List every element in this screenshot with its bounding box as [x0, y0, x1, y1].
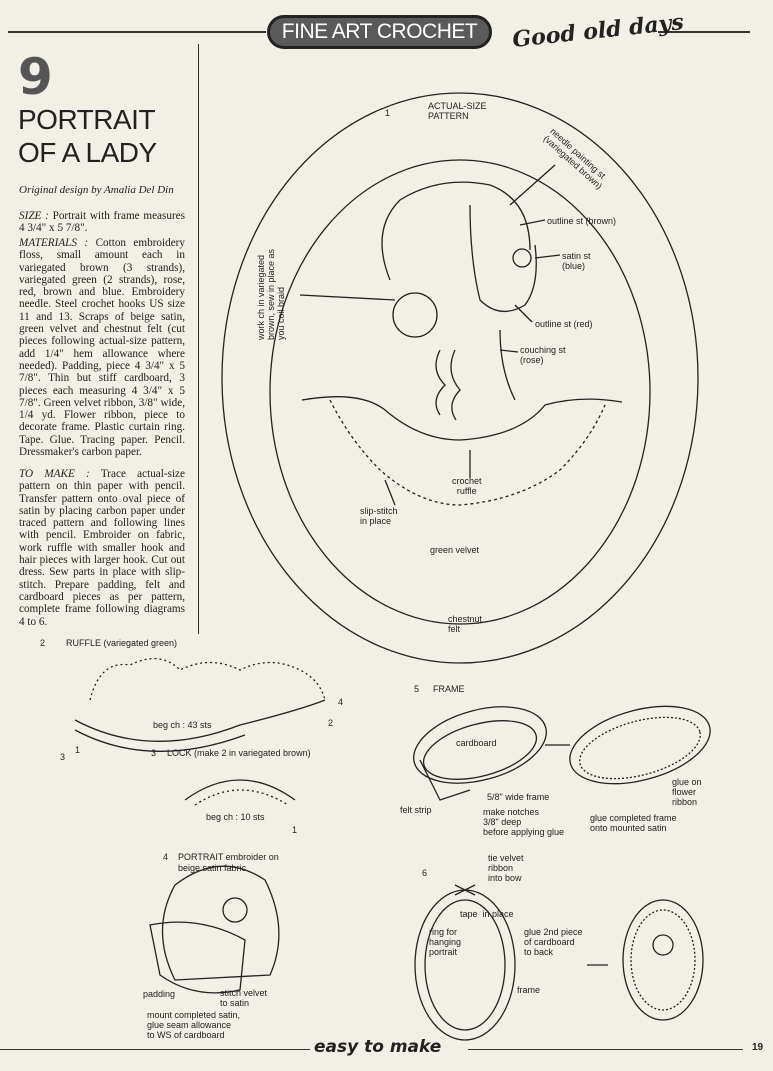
- label-work-ch: work ch in variegated brown, sew in place as you coil braid: [256, 248, 286, 340]
- article-number: 9: [18, 48, 53, 106]
- easy-to-make-logo: easy to make: [314, 1037, 442, 1057]
- leader-outline-red: [515, 305, 532, 322]
- lock-number: 3: [151, 748, 157, 758]
- portrait-face: [223, 898, 247, 922]
- series-title: Good old days: [511, 9, 685, 53]
- hanging-tie-label: tie velvet ribbon into bow: [488, 853, 524, 883]
- label-outline-brown: outline st (brown): [547, 216, 617, 226]
- label-outline-red: outline st (red): [535, 319, 593, 329]
- frame-completed-label: glue completed frame onto mounted satin: [590, 813, 677, 833]
- dress-neckline: [302, 397, 622, 440]
- hanging-glue-label: glue 2nd piece of cardboard to back: [524, 927, 583, 957]
- leader-satin: [535, 255, 560, 258]
- size-label: SIZE :: [19, 210, 49, 222]
- portrait-mount: mount completed satin, glue seam allowance to WS of cardboard: [147, 1010, 241, 1040]
- back-oval-inner: [425, 900, 505, 1030]
- label-green-velvet: green velvet: [430, 545, 480, 555]
- label-slip-stitch: slip-stitch in place: [360, 506, 398, 526]
- designer-credit: Original design by Amalia Del Din: [19, 184, 174, 196]
- size-text: Portrait with frame measures 4 3/4" x 5 7/8".: [19, 210, 186, 235]
- hair-bun-left: [393, 293, 437, 337]
- frame-ribbon-label: glue on flower ribbon: [672, 777, 702, 807]
- portrait-satin: [163, 866, 279, 980]
- lock-beg: beg ch : 10 sts: [206, 812, 265, 822]
- lock-mark: 1: [292, 825, 298, 835]
- frame-wide-label: 5/8" wide frame: [487, 792, 550, 802]
- hair-outline: [382, 182, 530, 280]
- label-satin-blue: satin st (blue): [562, 251, 591, 271]
- materials-text: Cotton embroidery floss, small amount each in variegated brown (3 strands), variegated green (2 strands), rose, red, brown and blue. Embroidery needle. Steel crochet hooks US size 11 and 13. Scraps of beige satin, green velvet and chestnut felt (cut pieces following actual-size pattern, add 1/4" hem allowance where needed). Padding, piece 4 3/4" x 5 7/8". Thin but stiff cardboard, 3 pieces each measuring 4 3/4" x 5 7/8". Green velvet ribbon, 3/8" wide, 1/4 yd. Flower ribbon, piece to decorate frame. Plastic curtain ring. Tape. Glue. Tracing paper. Pencil. Dressmaker's carbon paper.: [19, 237, 186, 459]
- footer-rule-right: [468, 1049, 743, 1050]
- portrait-padding-label: padding: [143, 989, 176, 999]
- frame-title: FRAME: [433, 684, 465, 694]
- frame-felt-strip: [420, 760, 470, 800]
- neck-line: [500, 330, 515, 400]
- pattern-title: ACTUAL-SIZE PATTERN: [428, 101, 487, 121]
- finished-portrait-face: [653, 935, 673, 955]
- frame-felt-strip-label: felt strip: [400, 805, 432, 815]
- page-number: 19: [752, 1042, 764, 1053]
- hanging-number: 6: [422, 868, 428, 878]
- footer-rule-left: [0, 1049, 310, 1050]
- leader-outline-brown: [520, 220, 545, 225]
- ruffle-beg: beg ch : 43 sts: [153, 720, 212, 730]
- ruffle-loops: [90, 659, 325, 700]
- hair-bun-right: [513, 249, 531, 267]
- frame-notches-label: make notches 3/8" deep before applying glue: [483, 807, 565, 837]
- label-crochet-ruffle: crochet ruffle: [452, 476, 482, 496]
- braid-right: [451, 350, 460, 420]
- portrait-stitch-velvet: stitch velvet to satin: [220, 988, 268, 1008]
- hanging-ring-label: ring for hanging portrait: [429, 927, 462, 957]
- leader-couching: [500, 350, 518, 352]
- label-needle-painting: needle painting st (variegated brown): [541, 126, 608, 192]
- lock-arc-inner: [195, 790, 288, 805]
- title-line-1: PORTRAIT: [18, 104, 156, 135]
- outer-oval: [222, 93, 698, 663]
- ruffle-mark-2: 2: [328, 718, 334, 728]
- frame-cardboard-label: cardboard: [456, 738, 497, 748]
- section-badge: FINE ART CROCHET: [267, 15, 492, 49]
- leader-work-ch: [300, 295, 395, 300]
- title-line-2: OF A LADY: [18, 137, 157, 168]
- finished-portrait-outer: [623, 900, 703, 1020]
- ruffle-title: RUFFLE (variegated green): [66, 638, 178, 648]
- portrait-padding: [150, 922, 245, 993]
- finished-portrait-inner: [631, 910, 695, 1010]
- hanging-tape-label: tape in place: [460, 909, 514, 919]
- ruffle-mark-1: 1: [75, 745, 81, 755]
- pattern-number: 1: [385, 108, 391, 118]
- ruffle-mark-4: 4: [338, 697, 344, 707]
- frame-number: 5: [414, 684, 420, 694]
- lock-title: LOCK (make 2 in variegated brown): [167, 748, 311, 758]
- leader-slip: [385, 480, 395, 505]
- hanging-frame-label: frame: [517, 985, 541, 995]
- tomake-text: Trace actual-size pattern on thin paper with pencil. Transfer pattern onto oval piece of satin by placing carbon paper under traced pattern and following lines with pencil. Embroider on fabric, work ruffle with smaller hook and hair pieces with larger hook. Cut out dress. Sew parts in place with slip-stitch. Prepare padding, felt and cardboard pieces as per pattern, complete frame following diagrams 4 to 6.: [19, 468, 185, 628]
- materials-label: MATERIALS :: [19, 237, 89, 249]
- portrait-title: PORTRAIT embroider on beige satin fabric: [178, 852, 279, 873]
- lock-arc-outer: [185, 780, 295, 800]
- braid-left: [436, 350, 445, 415]
- tomake-label: TO MAKE :: [19, 468, 90, 480]
- ruffle-number: 2: [40, 638, 46, 648]
- portrait-number: 4: [163, 852, 169, 862]
- label-couching: couching st (rose): [520, 345, 566, 365]
- frame-cardboard-inner: [417, 710, 543, 790]
- label-chestnut-felt: chestnut felt: [448, 614, 483, 634]
- ruffle-mark-3: 3: [60, 752, 66, 762]
